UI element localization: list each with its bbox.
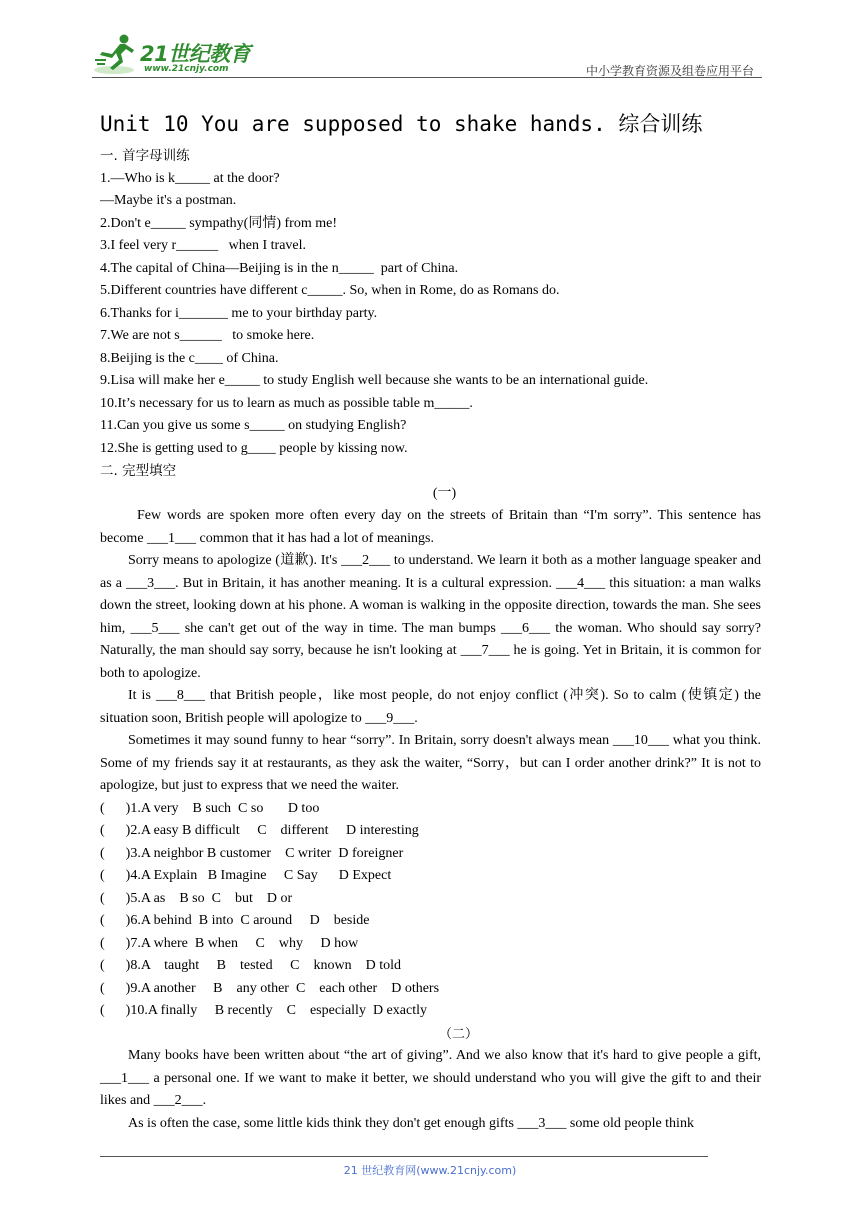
platform-label: 中小学教育资源及组卷应用平台	[585, 64, 754, 78]
section-heading: 二. 完型填空	[100, 463, 177, 479]
exercise-line: 10.It’s necessary for us to learn as much as possible table m_____.	[100, 395, 473, 411]
option-line: ( )2.A easy B difficult C different D interesting	[100, 823, 419, 838]
logo-url: www.21cnjy.com	[144, 64, 229, 74]
header-divider	[92, 77, 762, 78]
option-line: ( )10.A finally B recently C especially D exactly	[100, 1003, 427, 1018]
option-line: ( )9.A another B any other C each other D others	[100, 980, 440, 996]
exercise-line: 2.Don't e_____ sympathy(同情) from me!	[100, 215, 337, 231]
passage-paragraph: Sometimes it may sound funny to hear “sorry”. In Britain, sorry doesn't always mean ___10___ what you think. Some of my friends say it at restaurants, as they ask the waiter, “Sorry，but can I order another drink?” It is not to apologize, but just to express that we need the waiter.	[100, 733, 761, 793]
exercise-line: 7.We are not s______ to smoke here.	[100, 328, 315, 343]
option-line: ( )8.A taught B tested C known D told	[100, 958, 401, 973]
passage-paragraph: Few words are spoken more often every day on the streets of Britain than “I'm sorry”. This sentence has become ___1___ common that it has had a lot of meanings.	[100, 508, 761, 546]
exercise-line: 11.Can you give us some s_____ on studying English?	[100, 418, 407, 433]
option-line: ( )4.A Explain B Imagine C Say D Expect	[100, 868, 392, 883]
page-header	[92, 30, 762, 80]
passage-label: (一)	[432, 485, 457, 501]
document-body	[100, 145, 761, 1135]
exercise-line: 3.I feel very r______ when I travel.	[100, 238, 307, 253]
passage-paragraph: Many books have been written about “the art of giving”. And we also know that it's hard to give people a gift, ___1___ a personal one. If we want to make it better, we should understand who you will give the gift to and their likes and ___2___.	[100, 1048, 761, 1108]
option-line: ( )3.A neighbor B customer C writer D foreigner	[100, 845, 404, 861]
option-line: ( )6.A behind B into C around D beside	[100, 913, 370, 928]
exercise-line: 9.Lisa will make her e_____ to study English well because she wants to be an international guide.	[100, 373, 649, 388]
page-footer: 21 世纪教育网(www.21cnjy.com)	[343, 1164, 517, 1177]
logo	[92, 32, 262, 76]
exercise-line: 4.The capital of China—Beijing is in the n_____ part of China.	[100, 260, 459, 276]
exercise-line: 12.She is getting used to g____ people by kissing now.	[100, 440, 408, 456]
option-line: ( )1.A very B such C so D too	[100, 800, 320, 816]
exercise-line: —Maybe it's a postman.	[100, 193, 237, 208]
passage-label: （二）	[438, 1025, 478, 1041]
footer-divider	[100, 1156, 708, 1157]
runner-logo-icon	[92, 32, 142, 76]
exercise-line: 1.—Who is k_____ at the door?	[100, 170, 280, 186]
passage-paragraph: It is ___8___ that British people，like most people, do not enjoy conflict (冲突). So to calm (使镇定) the situation soon, British people will apologize to ___9___.	[100, 688, 761, 726]
passage-paragraph: Sorry means to apologize (道歉). It's ___2___ to understand. We learn it both as a mother language speaker and as a ___3___. But in Britain, it has another meaning. It is a cultural expression. ___4___ this situation: a man walks down the street, looking down at his phone. A woman is walking in the opposite direction, towards the man. She sees him, ___5___ she can't get out of the way in time. The man bumps ___6___ the woman. Who should say sorry? Naturally, the man should say sorry, because he isn't looking at ___7___ he is going. Yet in Britain, it is common for both to apologize.	[100, 553, 761, 681]
exercise-line: 6.Thanks for i_______ me to your birthday party.	[100, 305, 378, 321]
option-line: ( )7.A where B when C why D how	[100, 935, 359, 951]
page-title: Unit 10 You are supposed to shake hands. 综合训练	[100, 112, 703, 136]
exercise-line: 5.Different countries have different c_____. So, when in Rome, do as Romans do.	[100, 283, 560, 298]
option-line: ( )5.A as B so C but D or	[100, 890, 293, 906]
section-heading: 一. 首字母训练	[100, 148, 190, 164]
passage-paragraph: As is often the case, some little kids think they don't get enough gifts ___3___ some old people think	[128, 1115, 694, 1131]
exercise-line: 8.Beijing is the c____ of China.	[100, 350, 279, 366]
logo-text: 21世纪教育	[140, 42, 251, 66]
